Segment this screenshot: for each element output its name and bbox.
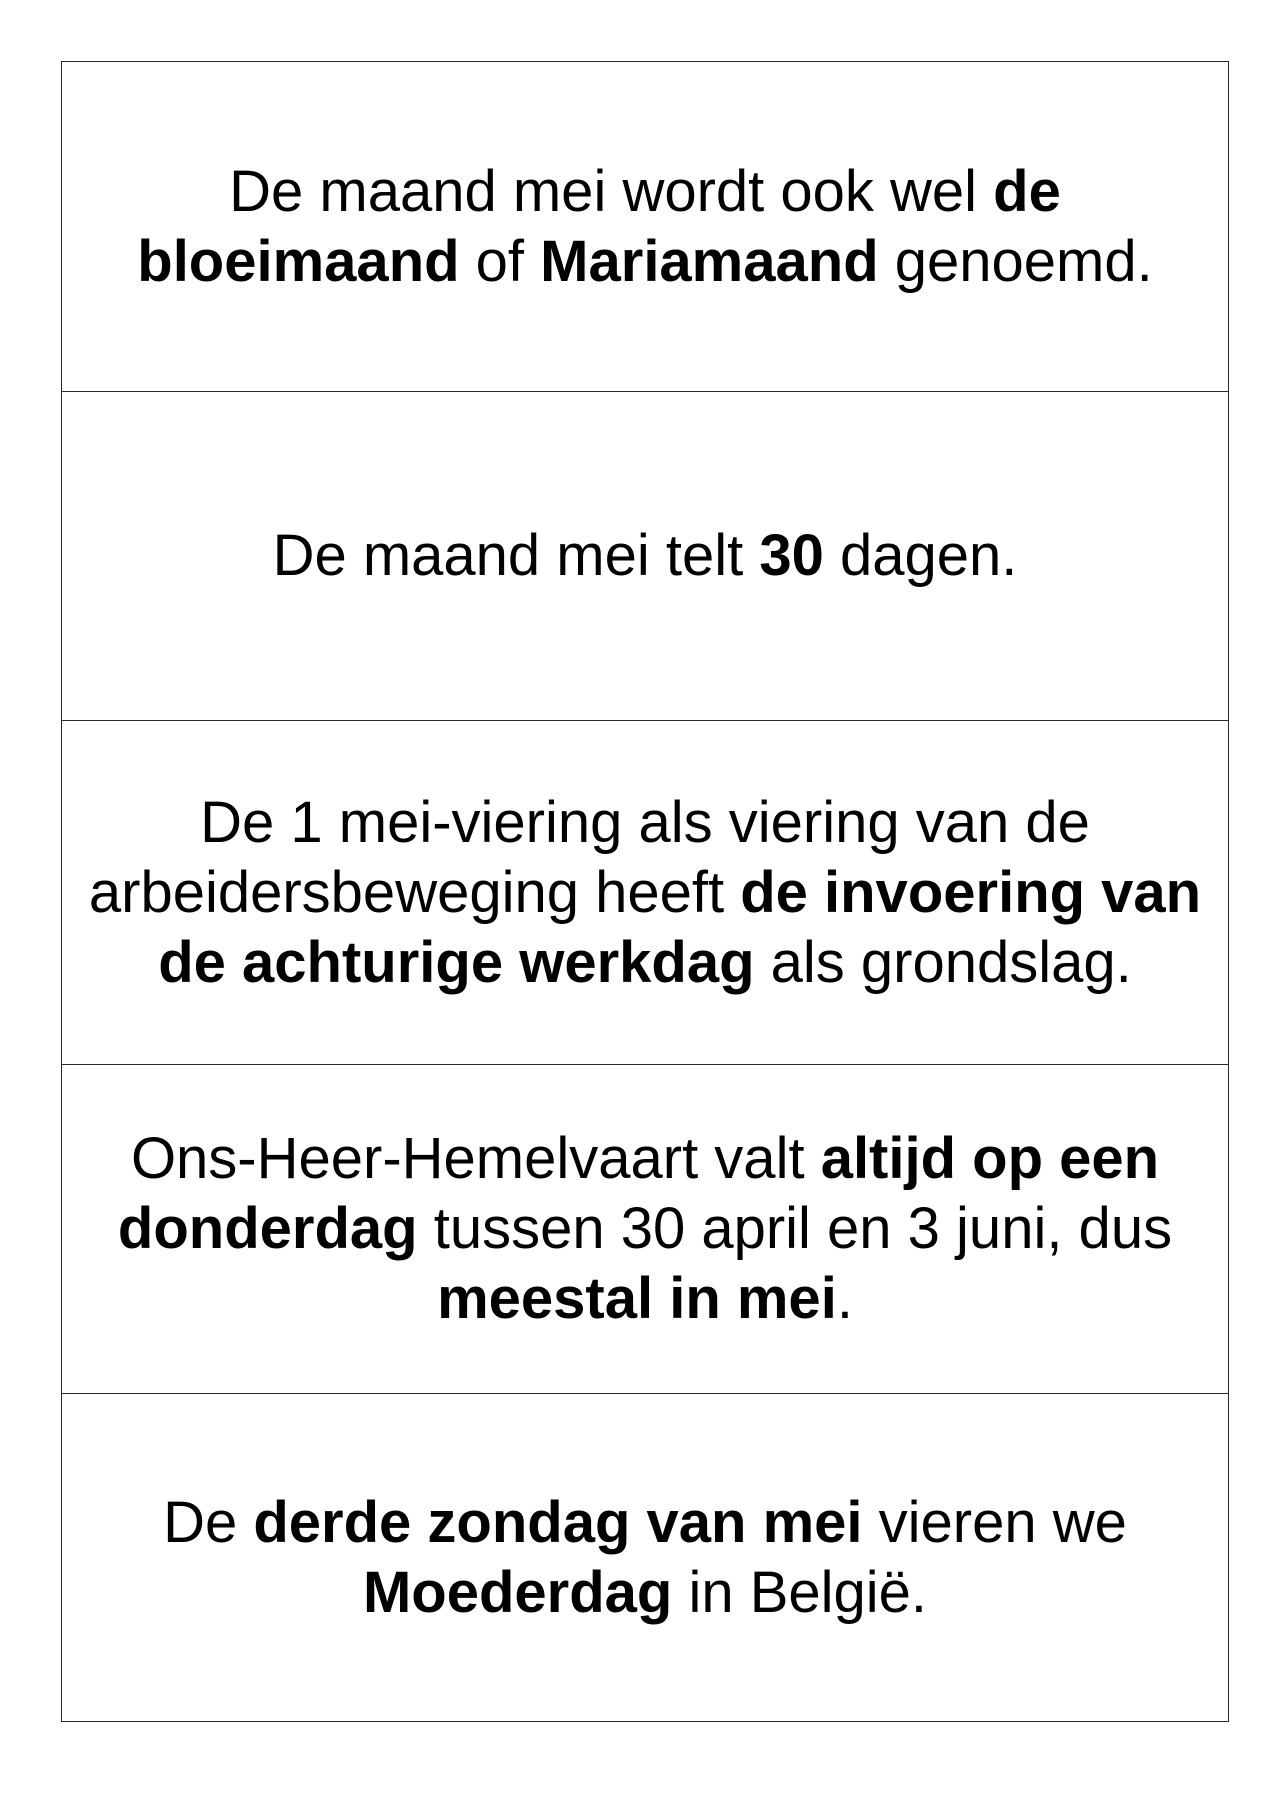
bold-text-segment: bloeimaand (137, 228, 460, 294)
bold-text-segment: derde zondag van mei (253, 1489, 863, 1555)
card-line (273, 521, 1018, 591)
card-moederdag (62, 1394, 1228, 1721)
card-1-mei-viering (62, 721, 1228, 1065)
text-segment: of (459, 228, 541, 294)
text-segment: arbeidersbeweging heeft (88, 859, 741, 925)
bold-text-segment: de achturige werkdag (158, 929, 755, 995)
bold-text-segment: Moederdag (362, 1559, 673, 1625)
bold-text-segment: donderdag (117, 1196, 418, 1261)
bold-text-segment: de invoering van (740, 859, 1202, 925)
text-segment: als grondslag. (754, 929, 1132, 995)
card-line (89, 858, 1201, 928)
card-bloeimaand (62, 62, 1228, 392)
card-line (363, 1558, 927, 1628)
card-line (437, 1264, 853, 1334)
text-segment: Ons-Heer-Hemelvaart valt (130, 1126, 821, 1191)
bold-text-segment: 30 (759, 523, 824, 588)
card-line (200, 788, 1090, 858)
text-segment: vieren we (862, 1489, 1127, 1555)
text-segment: dagen. (823, 523, 1018, 588)
card-line (118, 1194, 1172, 1264)
text-segment: in België. (672, 1559, 928, 1625)
text-segment: De 1 mei-viering als viering van de (200, 789, 1090, 855)
text-segment: De maand mei telt (272, 523, 760, 588)
card-line (137, 227, 1152, 297)
card-hemelvaart (62, 1065, 1228, 1394)
bold-text-segment: meestal in mei (437, 1266, 837, 1331)
card-line (163, 1488, 1127, 1558)
card-dagen (62, 392, 1228, 721)
card-line (229, 157, 1061, 227)
bold-text-segment: de (993, 158, 1061, 224)
text-segment: . (836, 1266, 853, 1331)
card-line (158, 928, 1132, 998)
bold-text-segment: Mariamaand (540, 228, 879, 294)
text-segment: tussen 30 april en 3 juni, dus (417, 1196, 1173, 1261)
text-segment: genoemd. (878, 228, 1153, 294)
card-line (131, 1124, 1159, 1194)
card-sheet (61, 61, 1229, 1722)
bold-text-segment: altijd op een (820, 1126, 1160, 1191)
text-segment: De maand mei wordt ook wel (229, 158, 994, 224)
text-segment: De (163, 1489, 254, 1555)
